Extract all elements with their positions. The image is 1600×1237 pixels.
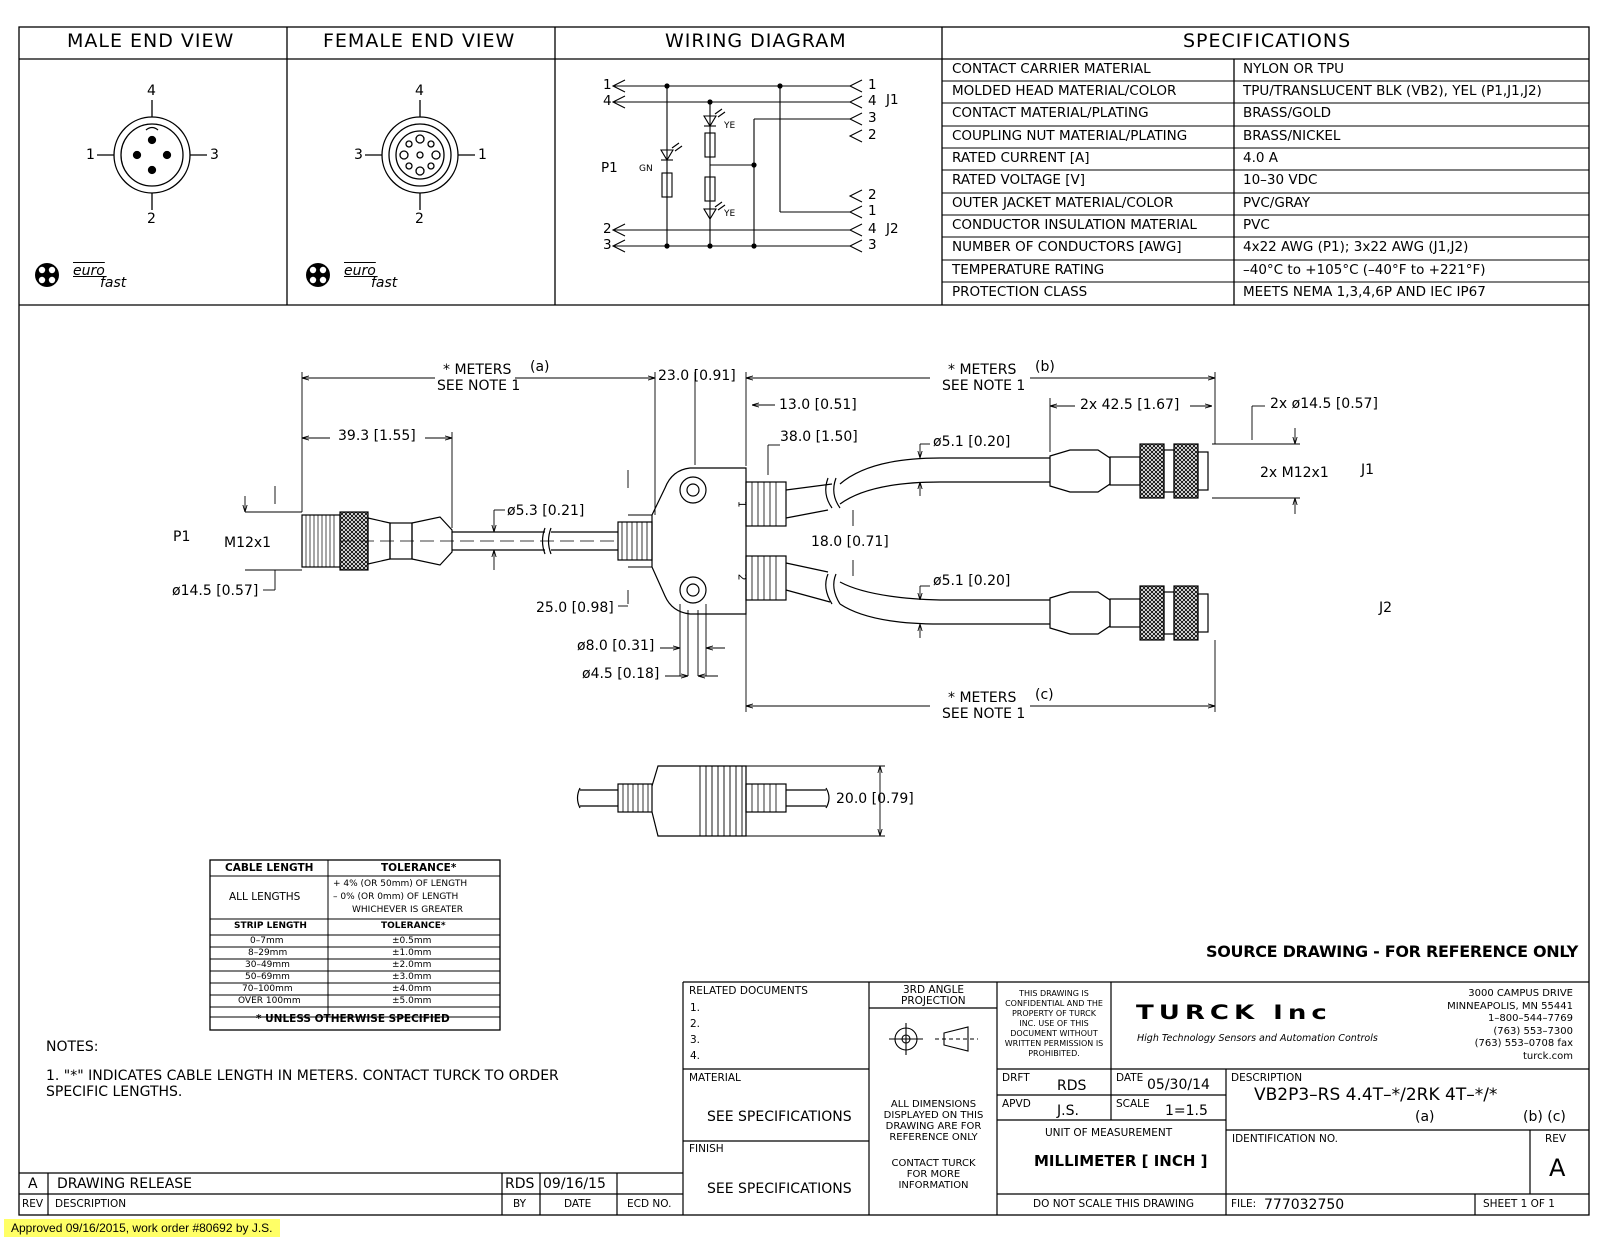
wiring-ye-label: YE xyxy=(724,121,736,131)
spec-label: TEMPERATURE RATING xyxy=(952,262,1105,278)
spec-label: PROTECTION CLASS xyxy=(952,284,1088,300)
date-value: 05/30/14 xyxy=(1147,1077,1210,1093)
male-end-view-title: MALE END VIEW xyxy=(67,30,235,52)
male-pin-label: 3 xyxy=(210,147,219,163)
dim-meters-a: * METERS xyxy=(443,362,512,378)
dim-see-note: SEE NOTE 1 xyxy=(942,706,1026,722)
tol-row-val: ±2.0mm xyxy=(392,960,432,970)
dim-51-top: ø5.1 [0.20] xyxy=(933,434,1011,450)
tol-row-len: 50–69mm xyxy=(245,972,290,982)
apvd-value: J.S. xyxy=(1057,1103,1079,1119)
tol-row-val: ±1.0mm xyxy=(392,948,432,958)
by-col-header: BY xyxy=(513,1198,527,1210)
address-line: MINNEAPOLIS, MN 55441 xyxy=(1447,1000,1573,1012)
revision-date: 09/16/15 xyxy=(543,1176,606,1192)
wiring-junction-dots xyxy=(664,83,782,248)
tol-header: TOLERANCE* xyxy=(381,921,446,931)
eurofast-logo-text: fast xyxy=(371,275,398,291)
notes-title: NOTES: xyxy=(46,1039,99,1055)
confidential-line: THIS DRAWING IS xyxy=(1019,989,1089,998)
drft-label: DRFT xyxy=(1002,1072,1030,1084)
dim-42: 2x 42.5 [1.67] xyxy=(1080,397,1180,413)
dim-39: 39.3 [1.55] xyxy=(338,428,416,444)
finish-label: FINISH xyxy=(689,1143,724,1155)
related-doc-item: 3. xyxy=(690,1034,701,1046)
wiring-j1-pin: 3 xyxy=(868,110,877,126)
tol-row-len: 0–7mm xyxy=(250,936,284,946)
contact-note xyxy=(870,1158,997,1191)
spec-value: TPU/TRANSLUCENT BLK (VB2), YEL (P1,J1,J2) xyxy=(1243,83,1542,99)
do-not-scale-note: DO NOT SCALE THIS DRAWING xyxy=(1033,1198,1195,1210)
female-end-view-drawing xyxy=(365,100,475,210)
sheet-label: SHEET 1 OF 1 xyxy=(1483,1198,1555,1210)
spec-value: BRASS/GOLD xyxy=(1243,105,1332,121)
related-doc-item: 1. xyxy=(690,1002,701,1014)
wiring-ye-label: YE xyxy=(724,209,736,219)
label-j2: J2 xyxy=(1379,600,1393,616)
spec-label: NUMBER OF CONDUCTORS [AWG] xyxy=(952,239,1182,255)
description-bc: (b) (c) xyxy=(1523,1109,1566,1125)
spec-value: PVC xyxy=(1243,217,1270,233)
tol-row-val: ±0.5mm xyxy=(392,936,432,946)
dims-note-line: DRAWING ARE FOR xyxy=(885,1121,982,1132)
female-pin-label: 1 xyxy=(478,147,487,163)
scale-value: 1=1.5 xyxy=(1165,1103,1208,1119)
female-pin-label: 2 xyxy=(415,211,424,227)
spec-value: PVC/GRAY xyxy=(1243,195,1311,211)
description-label: DESCRIPTION xyxy=(1231,1072,1303,1084)
confidential-note xyxy=(998,989,1110,1059)
tol-row-val: ±4.0mm xyxy=(392,984,432,994)
confidential-line: PROPERTY OF TURCK xyxy=(1011,1009,1097,1018)
rev-col-header: REV xyxy=(22,1198,44,1210)
address-line: 3000 CAMPUS DRIVE xyxy=(1468,988,1573,999)
confidential-line: INC. USE OF THIS xyxy=(1019,1019,1089,1028)
contact-note-line: CONTACT TURCK xyxy=(891,1158,976,1169)
spec-label: OUTER JACKET MATERIAL/COLOR xyxy=(952,195,1174,211)
description-a: (a) xyxy=(1415,1109,1435,1125)
wiring-diagram-title: WIRING DIAGRAM xyxy=(665,30,847,52)
dimensions-note xyxy=(870,1099,997,1143)
dim-23: 23.0 [0.91] xyxy=(658,368,736,384)
label-m12: M12x1 xyxy=(224,535,272,551)
rev-label: REV xyxy=(1545,1133,1567,1145)
spec-value: MEETS NEMA 1,3,4,6P AND IEC IP67 xyxy=(1243,284,1486,300)
eurofast-logo-icon-right xyxy=(306,263,330,287)
source-drawing-notice: SOURCE DRAWING - FOR REFERENCE ONLY xyxy=(1206,942,1579,961)
spec-value: BRASS/NICKEL xyxy=(1243,128,1341,144)
dim-51-bottom: ø5.1 [0.20] xyxy=(933,573,1011,589)
spec-label: RATED VOLTAGE [V] xyxy=(952,172,1086,188)
tol-row-len: OVER 100mm xyxy=(238,996,301,1006)
tol-header: TOLERANCE* xyxy=(381,862,457,874)
tol-header: STRIP LENGTH xyxy=(234,921,307,931)
confidential-line: CONFIDENTIAL AND THE xyxy=(1005,999,1103,1008)
dim-18: 18.0 [0.71] xyxy=(811,534,889,550)
splitter-mark-2: 2 xyxy=(735,573,748,581)
drft-value: RDS xyxy=(1057,1078,1087,1094)
spec-label: COUPLING NUT MATERIAL/PLATING xyxy=(952,128,1188,144)
tol-line: – 0% (OR 0mm) OF LENGTH xyxy=(333,892,459,902)
contact-note-line: FOR MORE xyxy=(906,1169,961,1180)
wiring-pin-label: 3 xyxy=(603,237,612,253)
dim-145-j1: 2x ø14.5 [0.57] xyxy=(1270,396,1378,412)
address-line: turck.com xyxy=(1523,1050,1573,1062)
dim-meters-a-tag: (a) xyxy=(530,359,550,375)
dim-20: 20.0 [0.79] xyxy=(836,791,914,807)
spec-value: 4x22 AWG (P1); 3x22 AWG (J1,J2) xyxy=(1243,239,1469,255)
tol-header: CABLE LENGTH xyxy=(225,862,314,874)
address-line: 1–800–544–7769 xyxy=(1488,1013,1573,1024)
wiring-pin-label: 4 xyxy=(603,93,612,109)
dim-m12-2x: 2x M12x1 xyxy=(1260,465,1329,481)
note-line: 1. "*" INDICATES CABLE LENGTH IN METERS. CONTACT TURCK TO ORDER xyxy=(46,1068,559,1084)
dim-45: ø4.5 [0.18] xyxy=(582,666,660,682)
spec-label: MOLDED HEAD MATERIAL/COLOR xyxy=(952,83,1177,99)
file-value: 777032750 xyxy=(1264,1197,1345,1213)
tol-row-val: ±5.0mm xyxy=(392,996,432,1006)
spec-label: CONDUCTOR INSULATION MATERIAL xyxy=(952,217,1197,233)
spec-value: –40°C to +105°C (–40°F to +221°F) xyxy=(1243,262,1486,278)
rev-value: A xyxy=(1549,1154,1566,1182)
male-pin-label: 2 xyxy=(147,211,156,227)
spec-label: CONTACT CARRIER MATERIAL xyxy=(952,61,1151,77)
dim-38: 38.0 [1.50] xyxy=(780,429,858,445)
identification-label: IDENTIFICATION NO. xyxy=(1232,1133,1339,1145)
spec-label: CONTACT MATERIAL/PLATING xyxy=(952,105,1149,121)
wiring-pin-label: 2 xyxy=(603,221,612,237)
projection-label: PROJECTION xyxy=(901,995,966,1007)
confidential-line: DOCUMENT WITHOUT xyxy=(1010,1029,1098,1038)
dim-13: 13.0 [0.51] xyxy=(779,397,857,413)
male-pin-label: 4 xyxy=(147,83,156,99)
revision-rev: A xyxy=(28,1176,38,1192)
dims-note-line: REFERENCE ONLY xyxy=(889,1132,978,1143)
scale-label: SCALE xyxy=(1116,1098,1150,1110)
dim-53: ø5.3 [0.21] xyxy=(507,503,585,519)
eurofast-logo-text: euro xyxy=(73,263,105,279)
wiring-j1-pin: 2 xyxy=(868,127,877,143)
dim-meters-c-tag: (c) xyxy=(1035,687,1054,703)
wiring-gn-label: GN xyxy=(639,164,653,174)
dim-meters-b-tag: (b) xyxy=(1035,359,1055,375)
turck-tagline: High Technology Sensors and Automation Controls xyxy=(1137,1033,1378,1044)
material-value: SEE SPECIFICATIONS xyxy=(707,1109,852,1125)
dim-meters-b: * METERS xyxy=(948,362,1017,378)
dim-meters-c: * METERS xyxy=(948,690,1017,706)
unit-value: MILLIMETER [ INCH ] xyxy=(1034,1152,1208,1170)
description-col-header: DESCRIPTION xyxy=(55,1198,127,1210)
wiring-pin-label: 1 xyxy=(603,77,612,93)
finish-value: SEE SPECIFICATIONS xyxy=(707,1181,852,1197)
file-label: FILE: xyxy=(1231,1198,1257,1210)
revision-by: RDS xyxy=(505,1176,535,1192)
turck-logo: TURCK Inc xyxy=(1136,1001,1332,1024)
dim-8: ø8.0 [0.31] xyxy=(577,638,655,654)
eurofast-logo-text: fast xyxy=(100,275,127,291)
tol-footer: * UNLESS OTHERWISE SPECIFIED xyxy=(256,1013,450,1025)
date-col-header: DATE xyxy=(564,1198,592,1210)
wiring-j2-pin: 4 xyxy=(868,221,877,237)
approval-stamp: Approved 09/16/2015, work order #80692 by J.S. xyxy=(4,1219,280,1237)
third-angle-projection-icon xyxy=(889,1023,978,1055)
cable-assembly-drawing xyxy=(302,444,1208,640)
eurofast-logo-icon-left xyxy=(35,263,59,287)
dim-25: 25.0 [0.98] xyxy=(536,600,614,616)
material-label: MATERIAL xyxy=(689,1072,741,1084)
splitter-mark-1: 1 xyxy=(735,500,748,508)
third-angle-label: 3RD ANGLE xyxy=(903,984,965,996)
spec-value: 10–30 VDC xyxy=(1243,172,1318,188)
address-line: (763) 553–7300 xyxy=(1493,1025,1573,1037)
apvd-label: APVD xyxy=(1002,1098,1031,1110)
note-line: SPECIFIC LENGTHS. xyxy=(46,1084,183,1100)
female-pin-label: 4 xyxy=(415,83,424,99)
label-p1: P1 xyxy=(173,529,191,545)
label-j1: J1 xyxy=(1361,462,1375,478)
spec-value: NYLON OR TPU xyxy=(1243,61,1344,77)
unit-label: UNIT OF MEASUREMENT xyxy=(1045,1127,1173,1139)
specifications-title: SPECIFICATIONS xyxy=(1183,30,1352,52)
spec-value: 4.0 A xyxy=(1243,150,1278,166)
confidential-line: PROHIBITED. xyxy=(1028,1049,1080,1058)
confidential-line: WRITTEN PERMISSION IS xyxy=(1004,1039,1104,1048)
male-end-view-drawing xyxy=(97,100,207,210)
turck-address xyxy=(1447,988,1573,1063)
revision-description: DRAWING RELEASE xyxy=(57,1176,193,1192)
ecd-col-header: ECD NO. xyxy=(627,1198,672,1210)
wiring-j2-pin: 1 xyxy=(868,203,877,219)
tol-line: WHICHEVER IS GREATER xyxy=(352,905,464,915)
wiring-j1-pin: 4 xyxy=(868,93,877,109)
dims-note-line: DISPLAYED ON THIS xyxy=(883,1110,984,1121)
wiring-j2-pin: 3 xyxy=(868,237,877,253)
wiring-j1-label: J1 xyxy=(886,92,899,108)
contact-note-line: INFORMATION xyxy=(898,1180,969,1191)
related-docs-label: RELATED DOCUMENTS xyxy=(689,985,808,997)
tol-row-len: 8–29mm xyxy=(248,948,288,958)
wiring-j1-pin: 1 xyxy=(868,77,877,93)
date-label: DATE xyxy=(1116,1072,1144,1084)
wiring-j2-label: J2 xyxy=(886,221,899,237)
related-doc-item: 2. xyxy=(690,1018,701,1030)
dim-145-p1: ø14.5 [0.57] xyxy=(172,583,259,599)
wiring-p1-label: P1 xyxy=(601,160,618,176)
related-doc-item: 4. xyxy=(690,1050,701,1062)
tol-all-lengths: ALL LENGTHS xyxy=(229,891,301,903)
tol-line: + 4% (OR 50mm) OF LENGTH xyxy=(333,879,468,889)
spec-label: RATED CURRENT [A] xyxy=(952,150,1090,166)
wiring-j2-pin: 2 xyxy=(868,187,877,203)
tol-row-len: 70–100mm xyxy=(242,984,293,994)
tol-row-val: ±3.0mm xyxy=(392,972,432,982)
female-end-view-title: FEMALE END VIEW xyxy=(323,30,516,52)
male-pin-label: 1 xyxy=(86,147,95,163)
dim-see-note: SEE NOTE 1 xyxy=(942,378,1026,394)
tol-row-len: 30–49mm xyxy=(245,960,290,970)
dim-see-note: SEE NOTE 1 xyxy=(437,378,521,394)
female-pin-label: 3 xyxy=(354,147,363,163)
eurofast-logo-text: euro xyxy=(344,263,376,279)
dims-note-line: ALL DIMENSIONS xyxy=(890,1099,977,1110)
part-description: VB2P3–RS 4.4T–*/2RK 4T–*/* xyxy=(1254,1085,1498,1105)
address-line: (763) 553–0708 fax xyxy=(1474,1038,1573,1049)
